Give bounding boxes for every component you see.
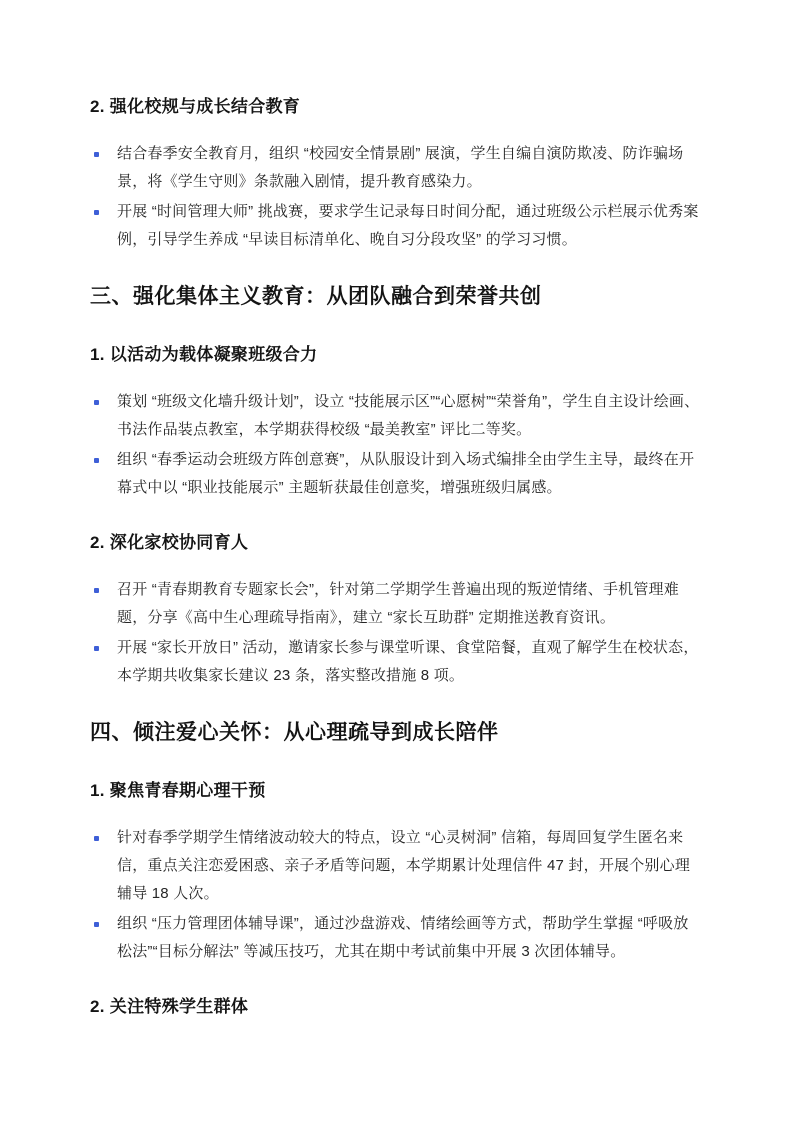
list-item-text: 召开 “青春期教育专题家长会”，针对第二学期学生普遍出现的叛逆情绪、手机管理难题，分享《高中生心理疏导指南》，建立 “家长互助群” 定期推送教育资讯。 [117, 581, 679, 626]
list-item-text: 组织 “春季运动会班级方阵创意赛”，从队服设计到入场式编排全由学生主导，最终在开幕式中以 “职业技能展示” 主题斩获最佳创意奖，增强班级归属感。 [117, 451, 695, 496]
bullet-list [90, 576, 701, 690]
list-item [90, 198, 701, 254]
bullet-icon [94, 922, 99, 927]
list-item-text: 开展 “家长开放日” 活动，邀请家长参与课堂听课、食堂陪餐，直观了解学生在校状态，本学期共收集家长建议 23 条，落实整改措施 8 项。 [117, 639, 699, 684]
subsection-heading-special-students: 2. 关注特殊学生群体 [90, 997, 249, 1016]
list-item-text: 策划 “班级文化墙升级计划”，设立 “技能展示区”“心愿树”“荣誉角”，学生自主设计绘画、书法作品装点教室，本学期获得校级 “最美教室” 评比二等奖。 [117, 393, 700, 438]
list-item-text: 开展 “时间管理大师” 挑战赛，要求学生记录每日时间分配，通过班级公示栏展示优秀案例，引导学生养成 “早读目标清单化、晚自习分段攻坚” 的学习习惯。 [117, 203, 699, 248]
list-item [90, 576, 701, 632]
section-heading-collectivism: 三、强化集体主义教育：从团队融合到荣誉共创 [90, 285, 542, 308]
list-item-text: 针对春季学期学生情绪波动较大的特点，设立 “心灵树洞” 信箱，每周回复学生匿名来信，重点关注恋爱困惑、亲子矛盾等问题，本学期累计处理信件 47 封，开展个别心理辅导 18 人次。 [117, 829, 691, 902]
subsection-heading-school-rules: 2. 强化校规与成长结合教育 [90, 97, 301, 116]
list-item-text: 组织 “压力管理团体辅导课”，通过沙盘游戏、情绪绘画等方式，帮助学生掌握 “呼吸放松法”“目标分解法” 等减压技巧，尤其在期中考试前集中开展 3 次团体辅导。 [117, 915, 689, 960]
bullet-list [90, 140, 701, 254]
bullet-icon [94, 458, 99, 463]
bullet-icon [94, 400, 99, 405]
subsection-heading-psych-intervention: 1. 聚焦青春期心理干预 [90, 781, 266, 800]
bullet-icon [94, 152, 99, 157]
bullet-icon [94, 836, 99, 841]
subsection-heading-home-school: 2. 深化家校协同育人 [90, 533, 249, 552]
subsection-heading-class-cohesion: 1. 以活动为载体凝聚班级合力 [90, 345, 318, 364]
list-item [90, 910, 701, 966]
bullet-icon [94, 646, 99, 651]
section-heading-caring: 四、倾注爱心关怀：从心理疏导到成长陪伴 [90, 721, 499, 744]
bullet-list [90, 388, 701, 502]
list-item [90, 446, 701, 502]
bullet-icon [94, 588, 99, 593]
bullet-icon [94, 210, 99, 215]
list-item-text: 结合春季安全教育月，组织 “校园安全情景剧” 展演，学生自编自演防欺凌、防诈骗场景，将《学生守则》条款融入剧情，提升教育感染力。 [117, 145, 684, 190]
bullet-list [90, 824, 701, 966]
list-item [90, 824, 701, 908]
list-item [90, 388, 701, 444]
list-item [90, 140, 701, 196]
list-item [90, 634, 701, 690]
